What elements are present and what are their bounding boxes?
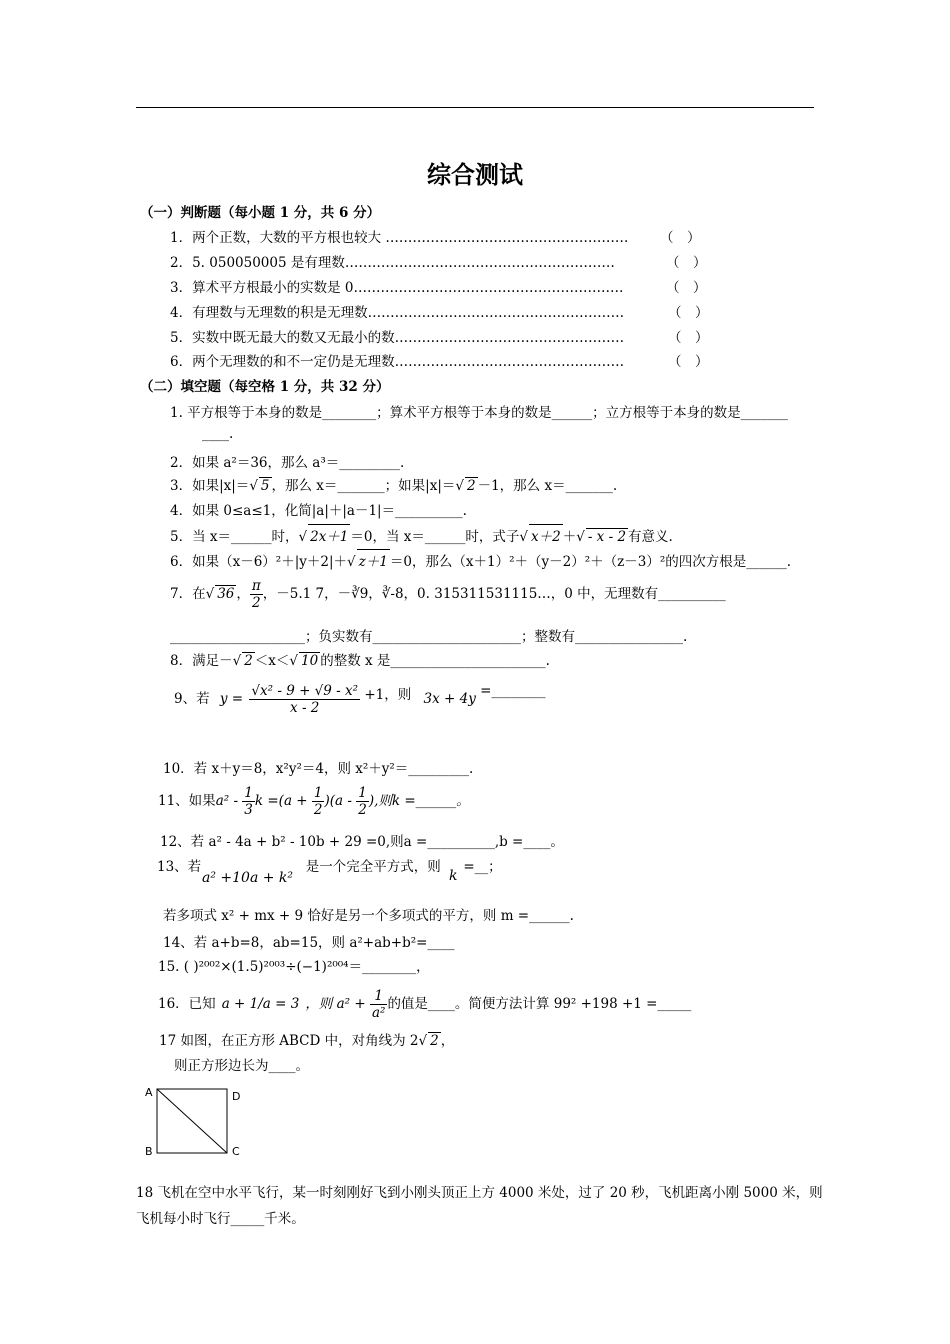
figure-label-d: D bbox=[232, 1090, 241, 1103]
page-title: 综合测试 bbox=[427, 160, 523, 189]
figure-label-c: C bbox=[232, 1145, 240, 1158]
header-rule bbox=[136, 107, 814, 108]
fill-q13-a: 13、若 是一个完全平方式，则 =__； bbox=[157, 859, 502, 875]
fill-q17-line2: 则正方形边长为____。 bbox=[174, 1058, 309, 1074]
square-diagram bbox=[156, 1088, 228, 1154]
judge-paren-3[interactable]: （ ） bbox=[666, 280, 707, 296]
fill-q11: 11、如果a² - $\frac{1}{3}$ k =(a + $\frac{1}{2}$ )(a - $\frac{1}{2}$ ),则k =______。 bbox=[158, 785, 470, 818]
judge-item-1: 1．两个正数，大数的平方根也较大 ……………………………………………… bbox=[170, 230, 629, 246]
fill-q18-line2: 飞机每小时飞行_____千米。 bbox=[136, 1211, 305, 1227]
judge-paren-4[interactable]: （ ） bbox=[668, 305, 709, 321]
judge-item-6: 6．两个无理数的和不一定仍是无理数…………………………………………… bbox=[170, 354, 625, 370]
figure-label-b: B bbox=[145, 1145, 153, 1158]
judge-paren-6[interactable]: （ ） bbox=[668, 354, 709, 370]
fill-q9: 9、若 y = $\frac{\text{√x² - 9 + √9 - x²}}{x - 2}$ +1，则 3x + 4y =________ bbox=[174, 683, 546, 716]
fill-q13-expr: a² +10a + k² bbox=[202, 870, 294, 886]
fill-q3: 3．如果|x|＝√ 5 ，那么 x＝_______；如果|x|＝√ 2 －1，那么 x＝_______. bbox=[170, 478, 618, 494]
fill-q15: 15. ( )²⁰⁰²×(1.5)²⁰⁰³÷(−1)²⁰⁰⁴＝________， bbox=[158, 959, 430, 975]
fill-q10: 10．若 x＋y＝8，x²y²＝4，则 x²＋y²＝_________. bbox=[163, 761, 474, 777]
fill-q6: 6．如果（x－6）²＋|y＋2|＋√ z＋1 ＝0，那么（x＋1）²＋（y－2）²＋（z－3）²的四次方根是______. bbox=[170, 549, 791, 570]
square-diagonal bbox=[157, 1089, 227, 1153]
fill-q7: 7．在√ 36 ， $\frac{\pi}{2}$ ，－5.1 7̇，－∛9，∛-8，0. 315311531115…，0 中，无理数有__________ bbox=[170, 578, 726, 611]
fill-q13-b: 若多项式 x² + mx + 9 恰好是另一个多项式的平方，则 m =______. bbox=[163, 908, 574, 924]
judge-paren-2[interactable]: （ ） bbox=[666, 255, 707, 271]
fill-q4: 4．如果 0≤a≤1，化简|a|＋|a－1|＝__________. bbox=[170, 503, 467, 519]
fill-q18-line1: 18 飞机在空中水平飞行，某一时刻刚好飞到小刚头顶正上方 4000 米处，过了 20 秒，飞机距离小刚 5000 米，则 bbox=[136, 1185, 823, 1201]
section1-heading: （一）判断题（每小题 1 分，共 6 分） bbox=[140, 205, 381, 221]
fill-q13-k: k bbox=[449, 868, 458, 884]
fill-q17: 17 如图，在正方形 ABCD 中，对角线为 2√ 2 ， bbox=[159, 1033, 455, 1049]
fill-q2: 2．如果 a²＝36，那么 a³＝_________. bbox=[170, 455, 405, 471]
fill-q8: 8．满足－√ 2 ＜x＜√ 10 的整数 x 是_______________________. bbox=[170, 653, 550, 669]
fill-q5: 5．当 x＝______时，√ 2x＋1 ＝0，当 x＝______时，式子√ x＋2 ＋√ - x - 2 有意义. bbox=[170, 524, 673, 545]
judge-item-4: 4．有理数与无理数的积是无理数………………………………………………… bbox=[170, 305, 625, 321]
judge-paren-5[interactable]: （ ） bbox=[668, 330, 709, 346]
judge-paren-1[interactable]: （ ） bbox=[660, 230, 701, 246]
judge-item-2: 2．5. 050050005 是有理数…………………………………………………… bbox=[170, 255, 615, 271]
fill-q7-line2: ____________________；负实数有______________________；整数有________________. bbox=[170, 629, 688, 645]
judge-item-5: 5．实数中既无最大的数又无最小的数…………………………………………… bbox=[170, 330, 625, 346]
judge-item-3: 3．算术平方根最小的实数是 0…………………………………………………… bbox=[170, 280, 624, 296]
fill-q12: 12、若 a² - 4a + b² - 10b + 29 =0,则a =__________,b =____。 bbox=[160, 834, 564, 850]
figure-label-a: A bbox=[145, 1086, 153, 1099]
fill-q1-line2: ____. bbox=[202, 426, 234, 442]
fill-q14: 14、若 a+b=8，ab=15，则 a²+ab+b²=____ bbox=[163, 935, 455, 951]
fill-q1-line1: 1. 平方根等于本身的数是________；算术平方根等于本身的数是______；立方根等于本身的数是_______ bbox=[170, 405, 788, 421]
fill-q16: 16．已知 a + 1/a = 3 ，则 a² + $\frac{1}{\text{a²}}$ 的值是____。简便方法计算 99² +198 +1 =_____ bbox=[158, 988, 692, 1021]
section2-heading: （二）填空题（每空格 1 分，共 32 分） bbox=[140, 379, 390, 395]
